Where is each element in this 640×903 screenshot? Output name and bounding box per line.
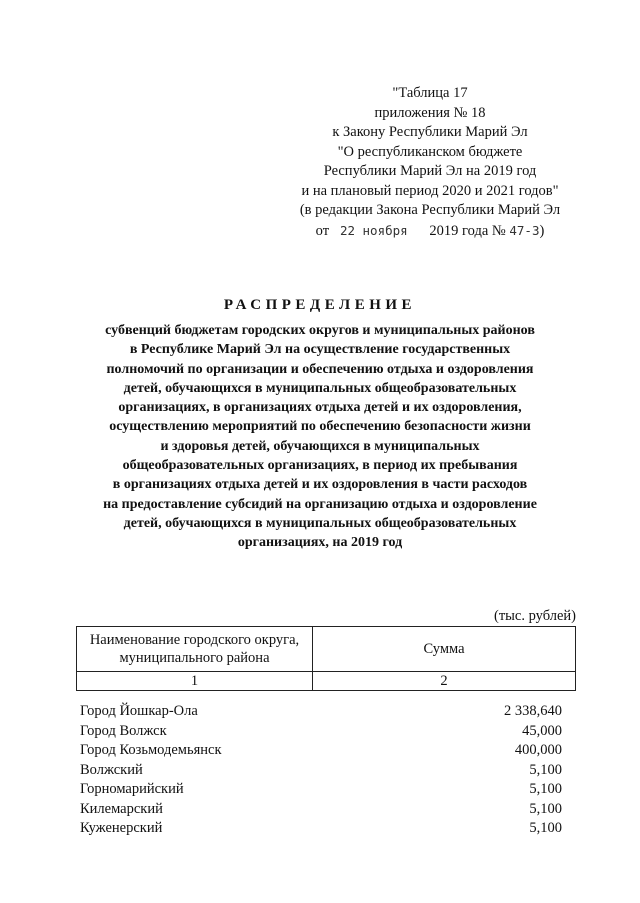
table-row [80,722,562,742]
document-subtitle [60,321,580,553]
row-sum: 45,000 [522,722,562,739]
column-header-name-line1: Наименование городского округа, [89,632,300,648]
column-number-1: 1 [77,672,313,691]
subtitle-line: на предоставление субсидий на организацию отдыха и оздоровление [103,496,537,512]
document-title: РАСПРЕДЕЛЕНИЕ [223,297,417,313]
column-header-name [77,627,313,672]
document-header [270,84,590,241]
subtitle-line: в организациях отдыха детей и их оздоровления в части расходов [112,477,528,493]
handwritten-date: 22 ноября [339,222,408,238]
row-name: Город Йошкар-Ола [80,703,198,719]
handwritten-number: 47-З [509,222,540,238]
row-sum: 400,000 [514,742,562,758]
subtitle-line: детей, обучающихся в муниципальных общеобразовательных [123,515,517,531]
header-line: "О республиканском бюджете [337,143,523,160]
header-line: (в редакции Закона Республики Марий Эл [299,202,561,218]
row-sum: 5,100 [529,820,562,836]
table-row [80,741,562,761]
row-name: Килемарский [80,800,163,817]
row-name: Город Волжск [80,722,167,739]
subtitle-line: детей, обучающихся в муниципальных общеобразовательных [123,380,517,396]
row-sum: 5,100 [529,781,562,797]
table-row [80,780,562,800]
header-line: приложения № 18 [374,104,486,121]
date-prefix: от [315,222,330,239]
subtitle-line: общеобразовательных организациях, в период их пребывания [122,458,518,474]
row-name: Горномарийский [80,781,184,797]
header-date-line [270,221,590,242]
row-name: Город Козьмодемьянск [80,742,222,758]
table-header [76,626,576,691]
table-body [80,702,562,839]
column-number-row [77,672,576,691]
header-line: и на плановый период 2020 и 2021 годов" [301,182,559,199]
subtitle-line: в Республике Марий Эл на осуществление государственных [129,342,511,358]
column-header-sum: Сумма [313,627,576,672]
subtitle-line: организациях, в организациях отдыха детей и их оздоровления, [118,400,522,416]
row-sum: 2 338,640 [504,703,562,719]
header-line: к Закону Республики Марий Эл [332,124,528,140]
table-row [80,819,562,839]
subtitle-line: полномочий по организации и обеспечению отдыха и оздоровления [106,361,534,377]
subtitle-line: осуществлению мероприятий по обеспечению безопасности жизни [109,419,531,435]
column-number-2: 2 [313,672,576,691]
row-name: Куженерский [80,820,163,836]
subtitle-line: организациях, на 2019 год [237,535,403,551]
column-header-name-line2: муниципального района [119,650,270,666]
subtitle-line: субвенций бюджетам городских округов и муниципальных районов [105,323,535,338]
table-header-row [77,627,576,672]
table-row [80,702,562,722]
closing-paren: ) [539,222,545,239]
table-row [80,800,562,820]
subtitle-line: и здоровья детей, обучающихся в муниципальных [160,438,480,454]
row-name: Волжский [80,761,143,778]
row-sum: 5,100 [529,800,562,817]
table-row [80,761,562,781]
units-label: (тыс. рублей) [494,608,576,624]
year-text: 2019 года № [429,222,506,239]
header-line: Республики Марий Эл на 2019 год [323,163,537,179]
row-sum: 5,100 [529,761,562,778]
header-line: "Таблица 17 [392,85,468,101]
